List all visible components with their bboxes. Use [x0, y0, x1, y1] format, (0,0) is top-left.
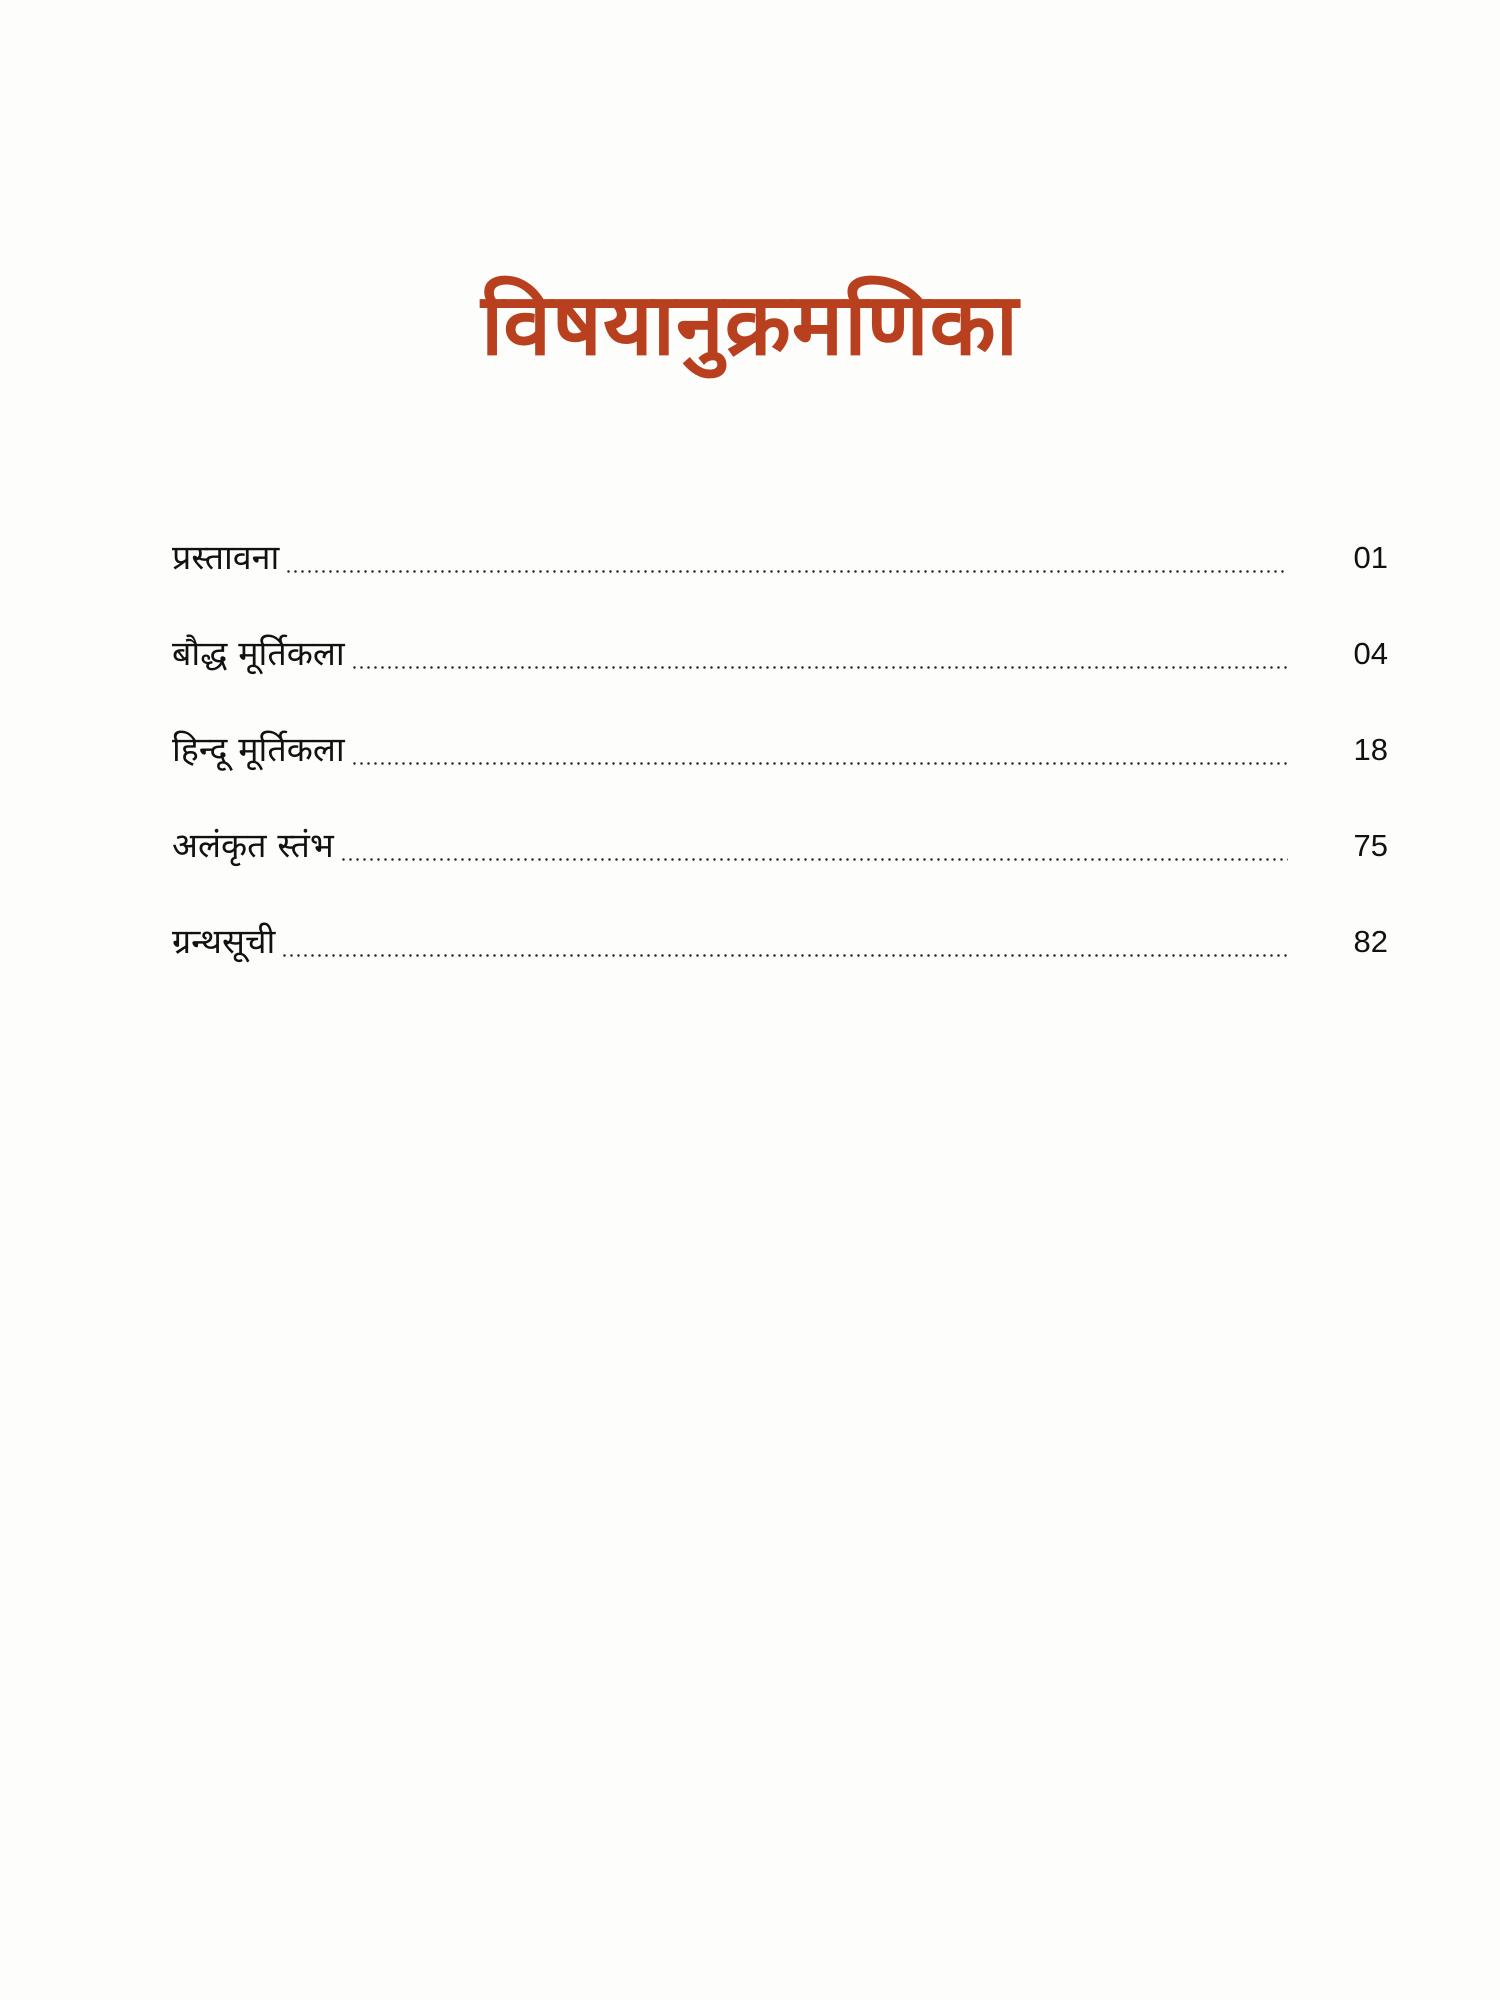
toc-entry-label: बौद्ध मूर्तिकला [172, 634, 345, 674]
toc-entry-prastavana [172, 510, 1388, 606]
toc-entry-page-number: 18 [1353, 732, 1388, 767]
toc-entry-page-number: 75 [1353, 828, 1388, 863]
dot-leader [340, 857, 1288, 861]
dot-leader [351, 761, 1288, 765]
dot-leader [285, 569, 1288, 573]
toc-entry-alankrit-stambh [172, 798, 1388, 894]
toc-entry-label: अलंकृत स्तंभ [172, 826, 334, 866]
toc-entry-granthsuchi [172, 894, 1388, 990]
toc-entry-page-number: 82 [1353, 924, 1388, 959]
toc-entry-hindu-murtikala [172, 702, 1388, 798]
toc-entry-page-number: 04 [1353, 636, 1388, 671]
toc-entry-label: प्रस्तावना [172, 538, 280, 578]
table-of-contents [172, 510, 1388, 990]
toc-entry-page-number: 01 [1353, 540, 1388, 575]
toc-entry-label: ग्रन्थसूची [172, 922, 276, 962]
toc-entry-bauddha-murtikala [172, 606, 1388, 702]
toc-entry-label: हिन्दू मूर्तिकला [172, 730, 345, 770]
dot-leader [351, 665, 1288, 669]
dot-leader [281, 953, 1288, 957]
page-title: विषयानुक्रमणिका [481, 274, 1019, 375]
